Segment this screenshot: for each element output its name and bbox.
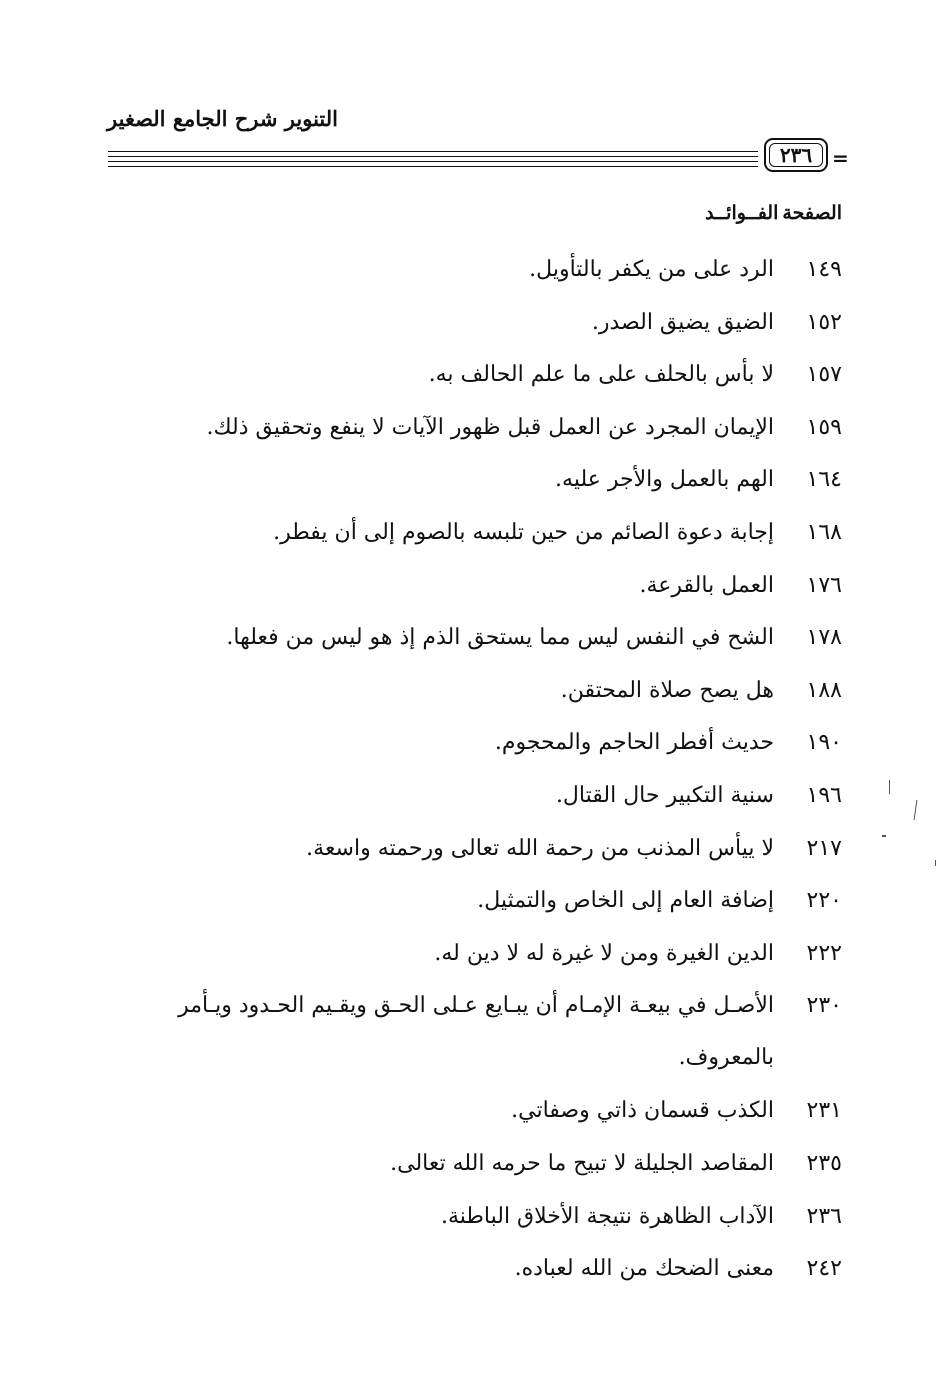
list-item — [82, 454, 842, 507]
list-item — [82, 297, 842, 350]
list-item — [82, 1243, 842, 1296]
entry-page-number: ١٥٧ — [806, 362, 842, 388]
header-rule — [108, 161, 758, 162]
topic-column-label: الفــوائــد — [705, 202, 779, 224]
header-rule — [108, 151, 758, 152]
list-item — [82, 875, 842, 928]
entry-text: لا بأس بالحلف على ما علم الحالف به. — [428, 362, 774, 388]
entry-text: الهم بالعمل والأجر عليه. — [555, 467, 774, 493]
list-item — [82, 665, 842, 718]
entry-page-number: ٢٣٦ — [806, 1203, 842, 1229]
header-rule — [108, 156, 758, 157]
margin-mark — [935, 860, 936, 866]
entry-page-number: ١٦٨ — [806, 519, 842, 545]
header-dash: = — [832, 146, 849, 170]
entry-text: المقاصد الجليلة لا تبيح ما حرمه الله تعالى. — [390, 1150, 774, 1176]
entry-page-number: ١٥٢ — [806, 309, 842, 335]
entry-page-number: ٢٤٢ — [806, 1256, 842, 1282]
page-number — [764, 138, 828, 172]
entry-text: لا ييأس المذنب من رحمة الله تعالى ورحمته واسعة. — [306, 835, 774, 861]
column-header — [701, 202, 842, 224]
entry-page-number: ١٤٩ — [806, 257, 842, 282]
list-item — [82, 980, 842, 1085]
entry-page-number: ١٩٦ — [806, 782, 842, 808]
margin-mark — [914, 800, 918, 820]
entry-text: الرد على من يكفر بالتأويل. — [529, 257, 774, 282]
entry-text: الكذب قسمان ذاتي وصفاتي. — [511, 1098, 774, 1124]
list-item — [82, 823, 842, 876]
entry-text: الأصـل في بيعـة الإمـام أن يبـايع عـلى الحـق ويقـيم الحـدود ويـأمر بالمعروف. — [178, 993, 774, 1071]
entry-text: إضافة العام إلى الخاص والتمثيل. — [477, 888, 774, 914]
entry-page-number: ١٧٨ — [806, 625, 842, 651]
list-item — [82, 612, 842, 665]
entry-text: الدين الغيرة ومن لا غيرة له لا دين له. — [434, 940, 774, 966]
entry-text: إجابة دعوة الصائم من حين تلبسه بالصوم إلى أن يفطر. — [273, 519, 774, 545]
entry-text: الضيق يضيق الصدر. — [591, 309, 774, 335]
page-number-text: ٢٣٦ — [779, 143, 813, 167]
entry-page-number: ٢٣٥ — [806, 1150, 842, 1176]
list-item — [82, 717, 842, 770]
list-item — [82, 928, 842, 981]
entry-text: الشح في النفس ليس مما يستحق الذم إذ هو ليس من فعلها. — [226, 625, 774, 651]
entry-text: الآداب الظاهرة نتيجة الأخلاق الباطنة. — [440, 1203, 774, 1229]
page-column-label: الصفحة — [782, 202, 842, 224]
entry-text: هل يصح صلاة المحتقن. — [560, 677, 774, 703]
list-item — [82, 244, 842, 297]
entry-text: الإيمان المجرد عن العمل قبل ظهور الآيات لا ينفع وتحقيق ذلك. — [206, 414, 774, 440]
list-item — [82, 770, 842, 823]
entry-page-number: ٢٢٢ — [806, 940, 842, 966]
header-rule — [108, 166, 758, 167]
entry-text: العمل بالقرعة. — [639, 572, 774, 598]
list-item — [82, 402, 842, 455]
entry-page-number: ١٧٦ — [806, 572, 842, 598]
entry-page-number: ١٨٨ — [806, 677, 842, 703]
index-list — [82, 244, 842, 1296]
running-title: التنوير شرح الجامع الصغير — [107, 106, 338, 131]
entry-text: حديث أفطر الحاجم والمحجوم. — [494, 730, 774, 756]
entry-text: سنية التكبير حال القتال. — [555, 782, 774, 808]
entry-page-number: ٢٣١ — [806, 1098, 842, 1124]
entry-page-number: ١٩٠ — [806, 730, 842, 756]
entry-page-number: ١٥٩ — [806, 414, 842, 440]
entry-text: معنى الضحك من الله لعباده. — [514, 1256, 774, 1282]
entry-page-number: ٢١٧ — [806, 835, 842, 861]
list-item — [82, 507, 842, 560]
list-item — [82, 349, 842, 402]
margin-mark — [889, 780, 890, 794]
entry-page-number: ١٦٤ — [806, 467, 842, 493]
entry-page-number: ٢٣٠ — [806, 993, 842, 1019]
margin-mark — [882, 835, 886, 837]
list-item — [82, 1138, 842, 1191]
list-item — [82, 1191, 842, 1244]
list-item — [82, 1085, 842, 1138]
list-item — [82, 560, 842, 613]
entry-page-number: ٢٢٠ — [806, 888, 842, 914]
